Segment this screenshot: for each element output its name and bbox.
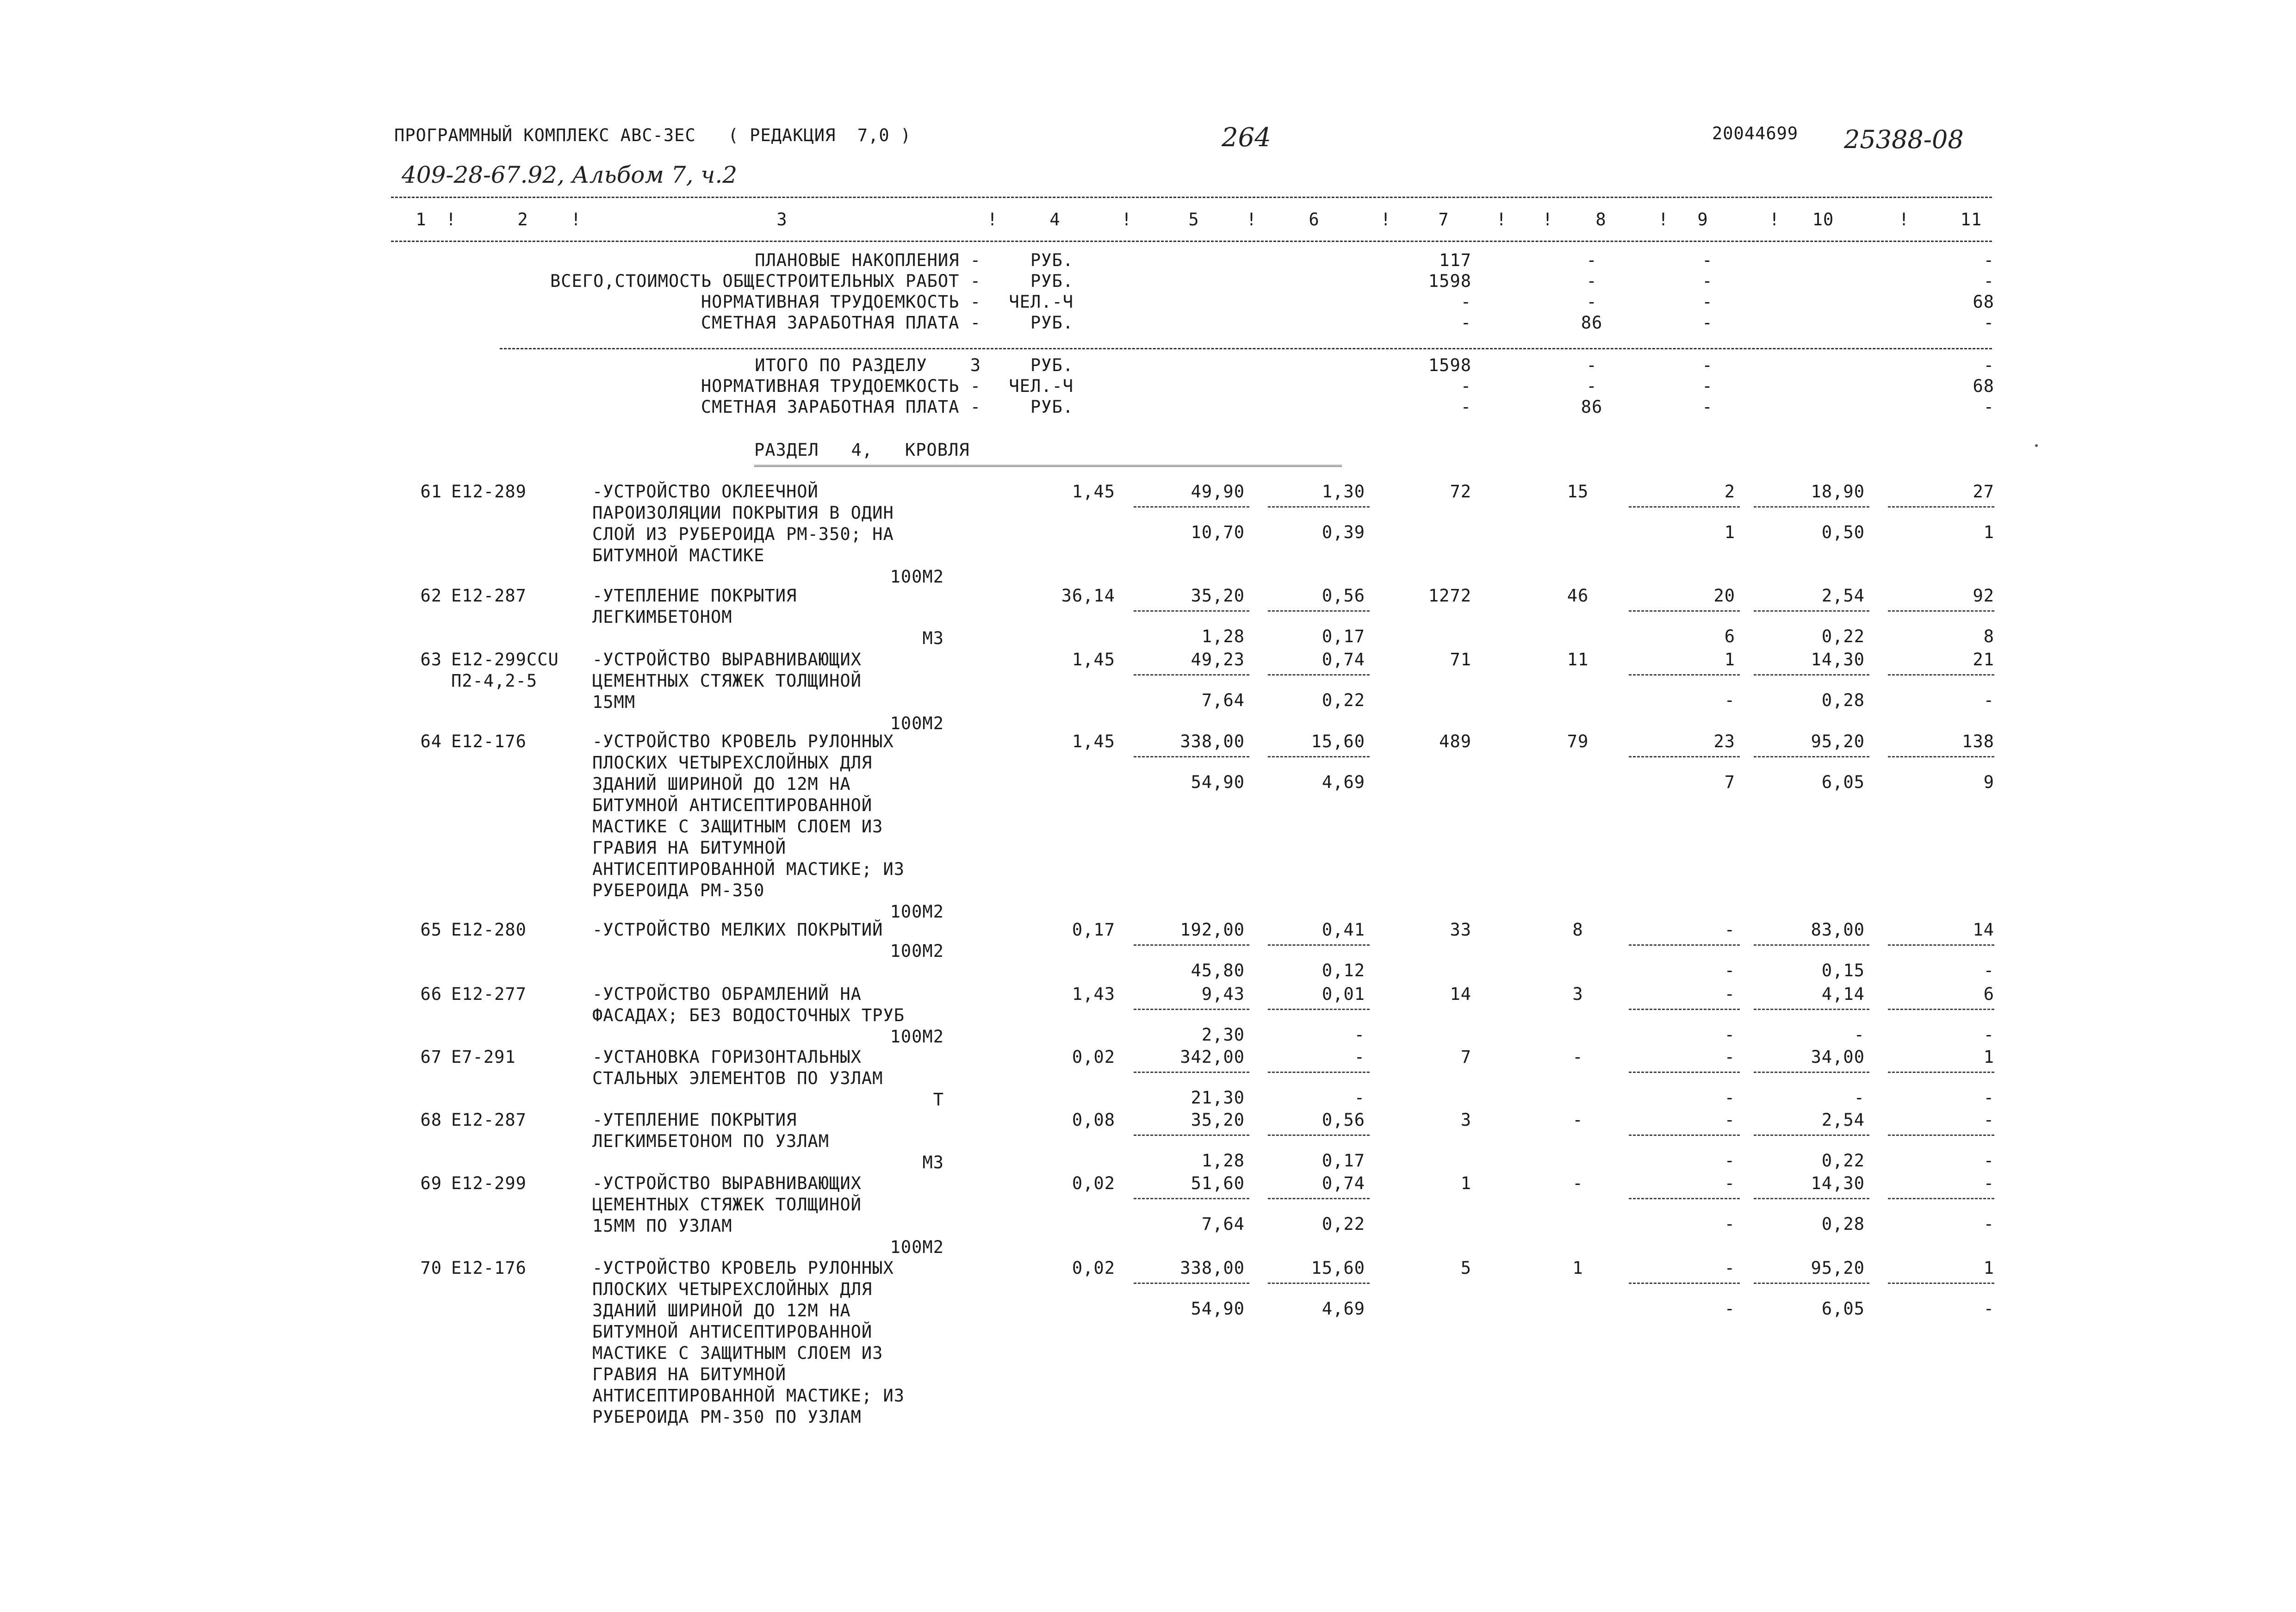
row-col9-bottom: - [1724,690,1735,710]
row-col6-wage: - [1354,1025,1365,1045]
summary-col8: - [1586,271,1597,291]
row-col5-total: 51,60 [1191,1173,1245,1193]
row-col5-wage: 1,28 [1201,626,1245,646]
row-col5-divider [1134,1009,1249,1010]
summary-col9: - [1702,250,1713,270]
summary-separator [500,348,1992,349]
row-col10-bottom: - [1854,1025,1865,1045]
row-col5-divider [1134,944,1249,946]
row-col9-top: - [1724,1173,1735,1193]
row-description: -УСТРОЙСТВО ВЫРАВНИВАЮЩИХ ЦЕМЕНТНЫХ СТЯЖЕК ТОЛЩИНОЙ 15ММ ПО УЗЛАМ [592,1173,862,1236]
row-code: Е12-287 [451,586,527,606]
row-quantity: 1,45 [1072,732,1115,751]
row-number: 65 [420,920,442,940]
row-quantity: 0,02 [1072,1258,1115,1278]
column-header-8: 8 [1595,210,1607,229]
program-title: ПРОГРАММНЫЙ КОМПЛЕКС АВС-3ЕС ( РЕДАКЦИЯ 7,0 ) [394,125,912,145]
row-number: 64 [420,732,442,751]
row-col11-divider [1888,1072,1994,1073]
row-col5-total: 338,00 [1180,732,1245,751]
summary-col7: - [1460,376,1471,396]
row-col6-divider [1268,674,1370,676]
row-col10-top: 18,90 [1811,482,1865,502]
row-code: Е12-277 [451,984,527,1004]
summary-col8: - [1586,355,1597,375]
row-unit: 100М2 [890,713,944,733]
row-col6-total: 0,74 [1322,1173,1365,1193]
row-description: -УСТРОЙСТВО КРОВЕЛЬ РУЛОННЫХ ПЛОСКИХ ЧЕТЫРЕХСЛОЙНЫХ ДЛЯ ЗДАНИЙ ШИРИНОЙ ДО 12М НА БИТУМНОЙ АНТИСЕПТИРОВАННОЙ МАСТИКЕ С ЗАЩИТНЫМ СЛОЕМ ИЗ ГРАВИЯ НА БИТУМНОЙ АНТИСЕПТИРОВАННОЙ МАСТИКЕ; ИЗ РУБЕРОИДА РМ-350 ПО УЗЛАМ [592,1258,905,1427]
row-col9-divider [1629,506,1740,508]
column-separator: ! [1496,210,1507,229]
summary-unit: РУБ. [1030,271,1074,291]
row-col5-wage: 54,90 [1191,1299,1245,1319]
header-rule-bottom [391,241,1992,242]
summary-col8: - [1586,292,1597,312]
row-col11-top: 6 [1983,984,1994,1004]
section-title-underline [754,465,1342,470]
column-header-6: 6 [1309,210,1320,229]
row-number: 61 [420,482,442,502]
row-col5-wage: 2,30 [1201,1025,1245,1045]
summary-unit: РУБ. [1030,397,1074,417]
row-col6-wage: 4,69 [1322,772,1365,792]
row-unit: М3 [922,1153,944,1172]
row-col11-divider [1888,610,1994,612]
row-col11-top: 21 [1973,650,1994,670]
row-col9-bottom: - [1724,1088,1735,1108]
row-col8: 79 [1567,732,1589,751]
summary-col11: - [1983,397,1994,417]
row-number: 66 [420,984,442,1004]
row-col5-total: 35,20 [1191,1110,1245,1130]
summary-label: НОРМАТИВНАЯ ТРУДОЕМКОСТЬ - [701,292,981,312]
row-unit: 100М2 [890,1027,944,1047]
row-unit: 100М2 [890,902,944,922]
row-col9-top: 2 [1724,482,1735,502]
row-col6-divider [1268,1072,1370,1073]
row-col9-divider [1629,1072,1740,1073]
summary-col8: 86 [1581,313,1603,333]
summary-col7: - [1460,313,1471,333]
row-col7: 72 [1450,482,1471,502]
summary-col8: 86 [1581,397,1603,417]
row-col5-divider [1134,506,1249,508]
row-col6-divider [1268,944,1370,946]
row-description: -УТЕПЛЕНИЕ ПОКРЫТИЯ ЛЕГКИМБЕТОНОМ [592,586,797,627]
row-col10-bottom: 6,05 [1821,1299,1865,1319]
row-col8: - [1572,1173,1583,1193]
column-header-11: 11 [1960,210,1982,229]
row-col6-divider [1268,506,1370,508]
row-col9-divider [1629,1135,1740,1136]
row-col5-total: 49,90 [1191,482,1245,502]
row-col6-divider [1268,1283,1370,1284]
row-col6-total: 1,30 [1322,482,1365,502]
summary-label: НОРМАТИВНАЯ ТРУДОЕМКОСТЬ - [701,376,981,396]
row-col10-bottom: 0,28 [1821,1214,1865,1234]
row-col10-bottom: - [1854,1088,1865,1108]
row-col9-divider [1629,1009,1740,1010]
summary-col9: - [1702,355,1713,375]
summary-unit: РУБ. [1030,250,1074,270]
summary-col8: - [1586,376,1597,396]
row-col5-wage: 7,64 [1201,690,1245,710]
column-separator: ! [1246,210,1257,229]
row-col11-top: 1 [1983,1258,1994,1278]
row-col9-bottom: 1 [1724,522,1735,542]
summary-col11: - [1983,313,1994,333]
row-quantity: 1,45 [1072,650,1115,670]
row-quantity: 0,17 [1072,920,1115,940]
column-separator: ! [1380,210,1391,229]
row-col5-divider [1134,1072,1249,1073]
row-col6-wage: 0,17 [1322,626,1365,646]
row-col9-bottom: - [1724,1214,1735,1234]
row-col5-total: 192,00 [1180,920,1245,940]
row-col10-divider [1754,610,1869,612]
row-col10-top: 4,14 [1821,984,1865,1004]
page-number: 264 [1222,123,1271,153]
row-quantity: 1,45 [1072,482,1115,502]
row-col6-wage: 0,12 [1322,961,1365,980]
row-col6-wage: 0,39 [1322,522,1365,542]
column-separator: ! [1121,210,1132,229]
row-col10-top: 95,20 [1811,732,1865,751]
row-col8: 8 [1572,920,1583,940]
row-col10-top: 95,20 [1811,1258,1865,1278]
row-col9-divider [1629,674,1740,676]
row-col6-wage: 0,17 [1322,1151,1365,1171]
row-col10-divider [1754,944,1869,946]
row-quantity: 0,08 [1072,1110,1115,1130]
row-col9-top: 20 [1713,586,1735,606]
row-col10-top: 2,54 [1821,586,1865,606]
row-col9-divider [1629,1198,1740,1199]
row-col5-wage: 21,30 [1191,1088,1245,1108]
row-col11-top: 14 [1973,920,1994,940]
row-col9-top: 1 [1724,650,1735,670]
section-title: РАЗДЕЛ 4, КРОВЛЯ [754,440,970,460]
row-col7: 33 [1450,920,1471,940]
row-col6-total: 0,01 [1322,984,1365,1004]
row-col9-bottom: 6 [1724,626,1735,646]
row-col11-bottom: - [1983,1151,1994,1171]
row-description: -УСТРОЙСТВО ОКЛЕЕЧНОЙ ПАРОИЗОЛЯЦИИ ПОКРЫТИЯ В ОДИН СЛОЙ ИЗ РУБЕРОИДА РМ-350; НА БИТУМНОЙ МАСТИКЕ [592,482,894,565]
row-col9-top: - [1724,1047,1735,1067]
row-col6-divider [1268,610,1370,612]
summary-unit: ЧЕЛ.-Ч [1009,292,1074,312]
row-col11-divider [1888,1135,1994,1136]
row-col10-bottom: 0,22 [1821,626,1865,646]
row-code: Е12-176 [451,732,527,751]
row-col5-total: 342,00 [1180,1047,1245,1067]
row-unit: М3 [922,628,944,648]
row-number: 62 [420,586,442,606]
scan-speck [2035,444,2038,447]
row-col5-divider [1134,674,1249,676]
header-rule-top [391,197,1992,198]
row-col5-divider [1134,1135,1249,1136]
column-header-5: 5 [1188,210,1199,229]
row-col7: 1272 [1428,586,1471,606]
row-col5-divider [1134,756,1249,757]
column-separator: ! [571,210,582,229]
row-number: 69 [420,1173,442,1193]
row-col5-wage: 54,90 [1191,772,1245,792]
row-quantity: 0,02 [1072,1047,1115,1067]
row-description: -УТЕПЛЕНИЕ ПОКРЫТИЯ ЛЕГКИМБЕТОНОМ ПО УЗЛАМ [592,1110,830,1151]
row-col7: 5 [1460,1258,1471,1278]
summary-col9: - [1702,376,1713,396]
row-col10-divider [1754,506,1869,508]
row-unit: 100М2 [890,941,944,961]
row-col5-divider [1134,610,1249,612]
summary-col8: - [1586,250,1597,270]
row-col6-total: 0,56 [1322,1110,1365,1130]
row-col6-total: 0,74 [1322,650,1365,670]
row-col6-total: 0,56 [1322,586,1365,606]
row-col11-divider [1888,506,1994,508]
summary-col11: - [1983,355,1994,375]
row-col11-bottom: 1 [1983,522,1994,542]
row-col5-wage: 7,64 [1201,1214,1245,1234]
row-col10-divider [1754,1009,1869,1010]
summary-col7: - [1460,397,1471,417]
row-description: -УСТРОЙСТВО МЕЛКИХ ПОКРЫТИЙ [592,920,883,940]
row-col9-divider [1629,756,1740,757]
row-col10-top: 14,30 [1811,650,1865,670]
row-col6-wage: 4,69 [1322,1299,1365,1319]
row-col11-top: 138 [1962,732,1994,751]
row-code: Е12-176 [451,1258,527,1278]
summary-label: СМЕТНАЯ ЗАРАБОТНАЯ ПЛАТА - [701,397,981,417]
row-col10-bottom: 0,15 [1821,961,1865,980]
column-header-4: 4 [1049,210,1061,229]
column-header-2: 2 [517,210,528,229]
row-col6-divider [1268,756,1370,757]
row-description: -УСТРОЙСТВО КРОВЕЛЬ РУЛОННЫХ ПЛОСКИХ ЧЕТЫРЕХСЛОЙНЫХ ДЛЯ ЗДАНИЙ ШИРИНОЙ ДО 12М НА БИТУМНОЙ АНТИСЕПТИРОВАННОЙ МАСТИКЕ С ЗАЩИТНЫМ СЛОЕМ ИЗ ГРАВИЯ НА БИТУМНОЙ АНТИСЕПТИРОВАННОЙ МАСТИКЕ; ИЗ РУБЕРОИДА РМ-350 [592,732,905,900]
row-quantity: 1,43 [1072,984,1115,1004]
row-col10-top: 83,00 [1811,920,1865,940]
row-col9-bottom: 7 [1724,772,1735,792]
row-col9-bottom: - [1724,1299,1735,1319]
row-col10-top: 2,54 [1821,1110,1865,1130]
summary-col7: 117 [1439,250,1471,270]
row-col5-divider [1134,1198,1249,1199]
summary-col9: - [1702,271,1713,291]
row-col10-top: 14,30 [1811,1173,1865,1193]
row-col5-total: 49,23 [1191,650,1245,670]
column-separator: ! [987,210,998,229]
row-col11-bottom: - [1983,1214,1994,1234]
row-number: 68 [420,1110,442,1130]
row-col6-total: 15,60 [1311,732,1365,751]
row-col11-top: 27 [1973,482,1994,502]
row-col5-divider [1134,1283,1249,1284]
row-col5-wage: 45,80 [1191,961,1245,980]
summary-col11: - [1983,250,1994,270]
column-header-10: 10 [1812,210,1834,229]
row-col6-total: 0,41 [1322,920,1365,940]
summary-unit: РУБ. [1030,313,1074,333]
row-col8: 46 [1567,586,1589,606]
row-col10-bottom: 0,22 [1821,1151,1865,1171]
summary-label: ИТОГО ПО РАЗДЕЛУ 3 [755,355,981,375]
row-col8: - [1572,1047,1583,1067]
summary-col11: 68 [1973,292,1994,312]
row-unit: Т [933,1090,944,1110]
summary-col11: 68 [1973,376,1994,396]
row-col9-bottom: - [1724,1025,1735,1045]
column-separator: ! [1658,210,1669,229]
row-col9-top: - [1724,984,1735,1004]
row-code: Е12-287 [451,1110,527,1130]
row-col6-wage: - [1354,1088,1365,1108]
row-col7: 71 [1450,650,1471,670]
row-number: 63 [420,650,442,670]
row-col7: 7 [1460,1047,1471,1067]
row-col9-top: - [1724,1110,1735,1130]
row-col9-top: 23 [1713,732,1735,751]
row-col10-divider [1754,674,1869,676]
row-description: -УСТРОЙСТВО ВЫРАВНИВАЮЩИХ ЦЕМЕНТНЫХ СТЯЖЕК ТОЛЩИНОЙ 15ММ [592,650,862,712]
row-col11-top: - [1983,1110,1994,1130]
row-col11-divider [1888,1198,1994,1199]
row-col10-divider [1754,1198,1869,1199]
handwritten-album-note: 409-28-67.92, Альбом 7, ч.2 [402,161,738,188]
row-col10-top: 34,00 [1811,1047,1865,1067]
row-col9-top: - [1724,920,1735,940]
row-col8: - [1572,1110,1583,1130]
summary-col7: 1598 [1428,271,1471,291]
row-col9-top: - [1724,1258,1735,1278]
row-col11-divider [1888,674,1994,676]
row-description: -УСТРОЙСТВО ОБРАМЛЕНИЙ НА ФАСАДАХ; БЕЗ ВОДОСТОЧНЫХ ТРУБ [592,984,905,1025]
row-col5-total: 338,00 [1180,1258,1245,1278]
summary-unit: РУБ. [1030,355,1074,375]
column-separator: ! [1899,210,1910,229]
row-col6-total: 15,60 [1311,1258,1365,1278]
row-col8: 11 [1567,650,1589,670]
row-col10-bottom: 0,28 [1821,690,1865,710]
summary-col11: - [1983,271,1994,291]
column-separator: ! [446,210,457,229]
summary-col9: - [1702,292,1713,312]
row-col11-bottom: - [1983,1299,1994,1319]
row-unit: 100М2 [890,567,944,587]
row-col10-divider [1754,1072,1869,1073]
summary-label: ПЛАНОВЫЕ НАКОПЛЕНИЯ - [755,250,981,270]
summary-label: СМЕТНАЯ ЗАРАБОТНАЯ ПЛАТА - [701,313,981,333]
row-col5-total: 9,43 [1201,984,1245,1004]
column-header-7: 7 [1438,210,1449,229]
row-col9-divider [1629,944,1740,946]
row-col11-divider [1888,1009,1994,1010]
row-col5-total: 35,20 [1191,586,1245,606]
row-code: Е12-299CCU П2-4,2-5 [451,650,559,691]
row-col10-bottom: 0,50 [1821,522,1865,542]
row-col7: 489 [1439,732,1471,751]
row-code: Е12-280 [451,920,527,940]
summary-col9: - [1702,313,1713,333]
row-col10-divider [1754,756,1869,757]
row-col11-top: 1 [1983,1047,1994,1067]
row-col11-divider [1888,1283,1994,1284]
row-col6-divider [1268,1198,1370,1199]
row-col11-bottom: - [1983,1025,1994,1045]
row-col11-bottom: - [1983,961,1994,980]
row-code: Е12-299 [451,1173,527,1193]
row-quantity: 0,02 [1072,1173,1115,1193]
row-col10-bottom: 6,05 [1821,772,1865,792]
row-col6-total: - [1354,1047,1365,1067]
row-col11-divider [1888,944,1994,946]
row-col8: 3 [1572,984,1583,1004]
column-header-1: 1 [416,210,427,229]
row-col11-bottom: - [1983,690,1994,710]
row-description: -УСТАНОВКА ГОРИЗОНТАЛЬНЫХ СТАЛЬНЫХ ЭЛЕМЕНТОВ ПО УЗЛАМ [592,1047,883,1088]
row-col5-wage: 10,70 [1191,522,1245,542]
document-code: 20044699 [1712,124,1799,143]
row-col6-wage: 0,22 [1322,690,1365,710]
row-col8: 15 [1567,482,1589,502]
summary-col7: - [1460,292,1471,312]
row-code: Е12-289 [451,482,527,502]
row-col7: 14 [1450,984,1471,1004]
row-col9-bottom: - [1724,1151,1735,1171]
row-col8: 1 [1572,1258,1583,1278]
row-col11-bottom: 8 [1983,626,1994,646]
row-col7: 3 [1460,1110,1471,1130]
column-separator: ! [1769,210,1780,229]
row-col10-divider [1754,1283,1869,1284]
row-col5-wage: 1,28 [1201,1151,1245,1171]
column-header-3: 3 [776,210,788,229]
row-unit: 100М2 [890,1237,944,1257]
row-quantity: 36,14 [1061,586,1115,606]
row-code: Е7-291 [451,1047,516,1067]
row-col11-top: 92 [1973,586,1994,606]
row-col11-divider [1888,756,1994,757]
column-header-9: 9 [1697,210,1708,229]
summary-col9: - [1702,397,1713,417]
row-col10-divider [1754,1135,1869,1136]
summary-col7: 1598 [1428,355,1471,375]
summary-unit: ЧЕЛ.-Ч [1009,376,1074,396]
row-col6-wage: 0,22 [1322,1214,1365,1234]
column-separator: ! [1542,210,1553,229]
row-number: 70 [420,1258,442,1278]
row-col11-bottom: - [1983,1088,1994,1108]
summary-label: ВСЕГО,СТОИМОСТЬ ОБЩЕСТРОИТЕЛЬНЫХ РАБОТ - [550,271,981,291]
row-col6-divider [1268,1135,1370,1136]
row-col7: 1 [1460,1173,1471,1193]
row-col6-divider [1268,1009,1370,1010]
row-col9-divider [1629,1283,1740,1284]
row-col11-bottom: 9 [1983,772,1994,792]
row-number: 67 [420,1047,442,1067]
row-col9-divider [1629,610,1740,612]
row-col9-bottom: - [1724,961,1735,980]
handwritten-code: 25388-08 [1844,125,1964,154]
row-col11-top: - [1983,1173,1994,1193]
